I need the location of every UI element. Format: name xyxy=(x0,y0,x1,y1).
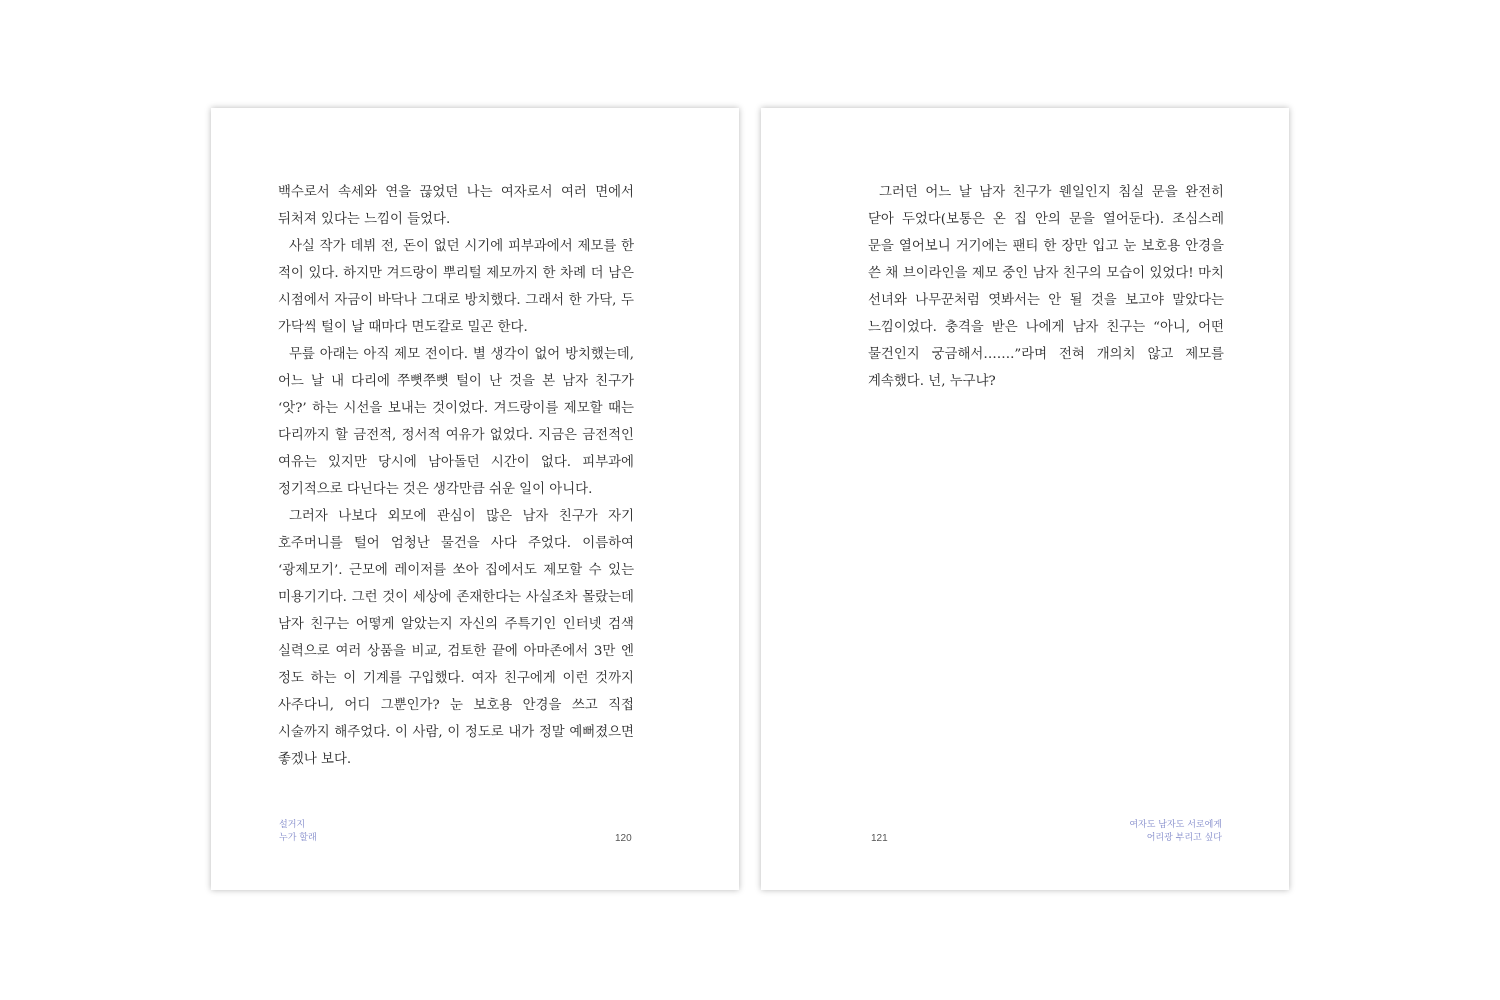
running-title-right xyxy=(1129,819,1222,845)
page-number-right: 121 xyxy=(871,833,888,844)
right-page-body xyxy=(868,179,1224,395)
running-title-line: 누가 할래 xyxy=(279,833,317,843)
right-page xyxy=(761,108,1289,890)
running-title-left xyxy=(279,819,317,845)
paragraph: 백수로서 속세와 연을 끊었던 나는 여자로서 여러 면에서 뒤처져 있다는 느낌이 들었다. xyxy=(278,185,634,227)
running-title-line: 어리광 부리고 싶다 xyxy=(1146,833,1222,843)
paragraph: 그러던 어느 날 남자 친구가 웬일인지 침실 문을 완전히 닫아 두었다(보통은 온 집 안의 문을 열어둔다). 조심스레 문을 열어보니 거기에는 팬티 한 장만 입고 눈 보호용 안경을 쓴 채 브이라인을 제모 중인 남자 친구의 모습이 있었다! 마치 선녀와 나무꾼처럼 엿봐서는 안 될 것을 보고야 말았다는 느낌이었다. 충격을 받은 나에게 남자 친구는 “아니, 어떤 물건인지 궁금해서…….”라며 전혀 개의치 않고 제모를 계속했다. 넌, 누구냐? xyxy=(868,185,1224,389)
page-number-left: 120 xyxy=(615,833,632,844)
running-title-line: 설거지 xyxy=(279,820,306,830)
left-page-body xyxy=(278,179,634,773)
paragraph: 그러자 나보다 외모에 관심이 많은 남자 친구가 자기 호주머니를 털어 엄청난 물건을 사다 주었다. 이름하여 ‘광제모기’. 근모에 레이저를 쏘아 집에서도 제모할 수 있는 미용기기다. 그런 것이 세상에 존재한다는 사실조차 몰랐는데 남자 친구는 어떻게 알았는지 자신의 주특기인 인터넷 검색 실력으로 여러 상품을 비교, 검토한 끝에 아마존에서 3만 엔 정도 하는 이 기계를 구입했다. 여자 친구에게 이런 것까지 사주다니, 어디 그뿐인가? 눈 보호용 안경을 쓰고 직접 시술까지 해주었다. 이 사람, 이 정도로 내가 정말 예뻐졌으면 좋겠나 보다. xyxy=(278,509,634,767)
left-page xyxy=(211,108,739,890)
paragraph: 사실 작가 데뷔 전, 돈이 없던 시기에 피부과에서 제모를 한 적이 있다. 하지만 겨드랑이 뿌리털 제모까지 한 차례 더 남은 시점에서 자금이 바닥나 그대로 방치했다. 그래서 한 가닥, 두 가닥씩 털이 날 때마다 면도칼로 밀곤 한다. xyxy=(278,239,634,335)
paragraph: 무릎 아래는 아직 제모 전이다. 별 생각이 없어 방치했는데, 어느 날 내 다리에 쭈뼛쭈뼛 털이 난 것을 본 남자 친구가 ‘앗?’ 하는 시선을 보내는 것이었다. 겨드랑이를 제모할 때는 다리까지 할 금전적, 정서적 여유가 없었다. 지금은 금전적인 여유는 있지만 당시에 남아돌던 시간이 없다. 피부과에 정기적으로 다닌다는 것은 생각만큼 쉬운 일이 아니다. xyxy=(278,347,634,497)
running-title-line: 여자도 남자도 서로에게 xyxy=(1129,820,1222,830)
